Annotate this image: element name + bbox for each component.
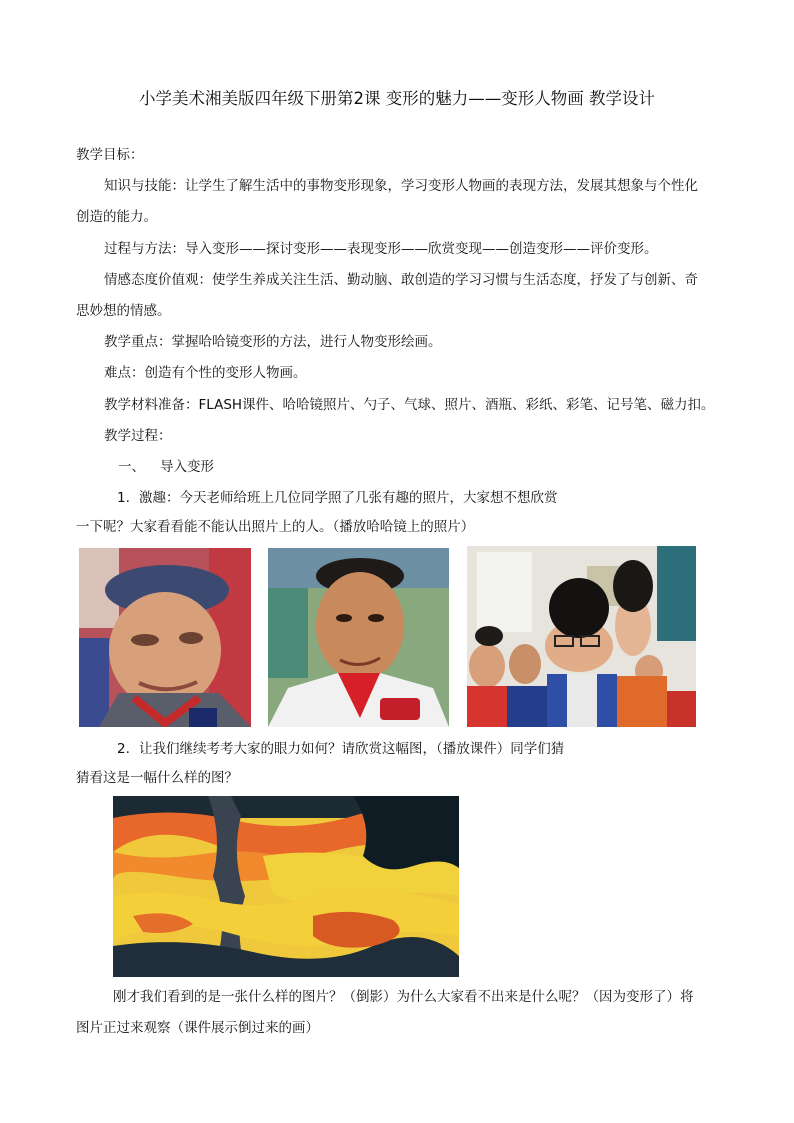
closing-line1: 刚才我们看到的是一张什么样的图片？（倒影）为什么大家看不出来是什么呢？（因为变形了）将 bbox=[113, 989, 694, 1005]
section1-title: 导入变形 bbox=[160, 459, 214, 475]
document-title: 小学美术湘美版四年级下册第2课 变形的魅力——变形人物画 教学设计 bbox=[139, 89, 655, 108]
knowledge-skills-line1: 知识与技能：让学生了解生活中的事物变形现象，学习变形人物画的表现方法，发展其想象与个性化 bbox=[104, 178, 698, 194]
distorted-face-photo bbox=[79, 548, 251, 727]
step2-line2: 猜看这是一幅什么样的图？ bbox=[76, 770, 238, 786]
closing-line2: 图片正过来观察（课件展示倒过来的画） bbox=[76, 1020, 319, 1036]
step1-line1: 激趣：今天老师给班上几位同学照了几张有趣的照片，大家想不想欣赏 bbox=[139, 490, 558, 506]
funhouse-mirror-photo-3 bbox=[467, 546, 696, 727]
emotion-values-line1: 情感态度价值观：使学生养成关注生活、勤动脑、敢创造的学习习惯与生活态度，抒发了与创新、奇 bbox=[104, 272, 698, 288]
materials: 教学材料准备：FLASH课件、哈哈镜照片、勺子、气球、照片、酒瓶、彩纸、彩笔、记号笔、磁力扣。 bbox=[104, 397, 715, 413]
funhouse-mirror-photo-1 bbox=[79, 548, 251, 727]
reflection-painting bbox=[113, 796, 459, 977]
funhouse-mirror-photo-2 bbox=[268, 548, 449, 727]
distorted-face-photo bbox=[268, 548, 449, 727]
process-heading: 教学过程： bbox=[104, 428, 172, 444]
step2-line1: 让我们继续考考大家的眼力如何？请欣赏这幅图，（播放课件）同学们猜 bbox=[139, 741, 565, 757]
emotion-values-line2: 思妙想的情感。 bbox=[76, 303, 171, 319]
group-distorted-heads-photo bbox=[467, 546, 696, 727]
step1-number: 1. bbox=[117, 490, 130, 506]
difficulty: 难点：创造有个性的变形人物画。 bbox=[104, 365, 307, 381]
process-methods: 过程与方法：导入变形——探讨变形——表现变形——欣赏变现——创造变形——评价变形。 bbox=[104, 241, 658, 257]
water-reflection-image bbox=[113, 796, 459, 977]
section1-number: 一、 bbox=[118, 459, 145, 475]
key-point: 教学重点：掌握哈哈镜变形的方法，进行人物变形绘画。 bbox=[104, 334, 442, 350]
knowledge-skills-line2: 创造的能力。 bbox=[76, 209, 157, 225]
step1-line2: 一下呢？大家看看能不能认出照片上的人。（播放哈哈镜上的照片） bbox=[76, 519, 475, 535]
objectives-heading: 教学目标： bbox=[76, 147, 144, 163]
step2-number: 2. bbox=[117, 741, 130, 757]
